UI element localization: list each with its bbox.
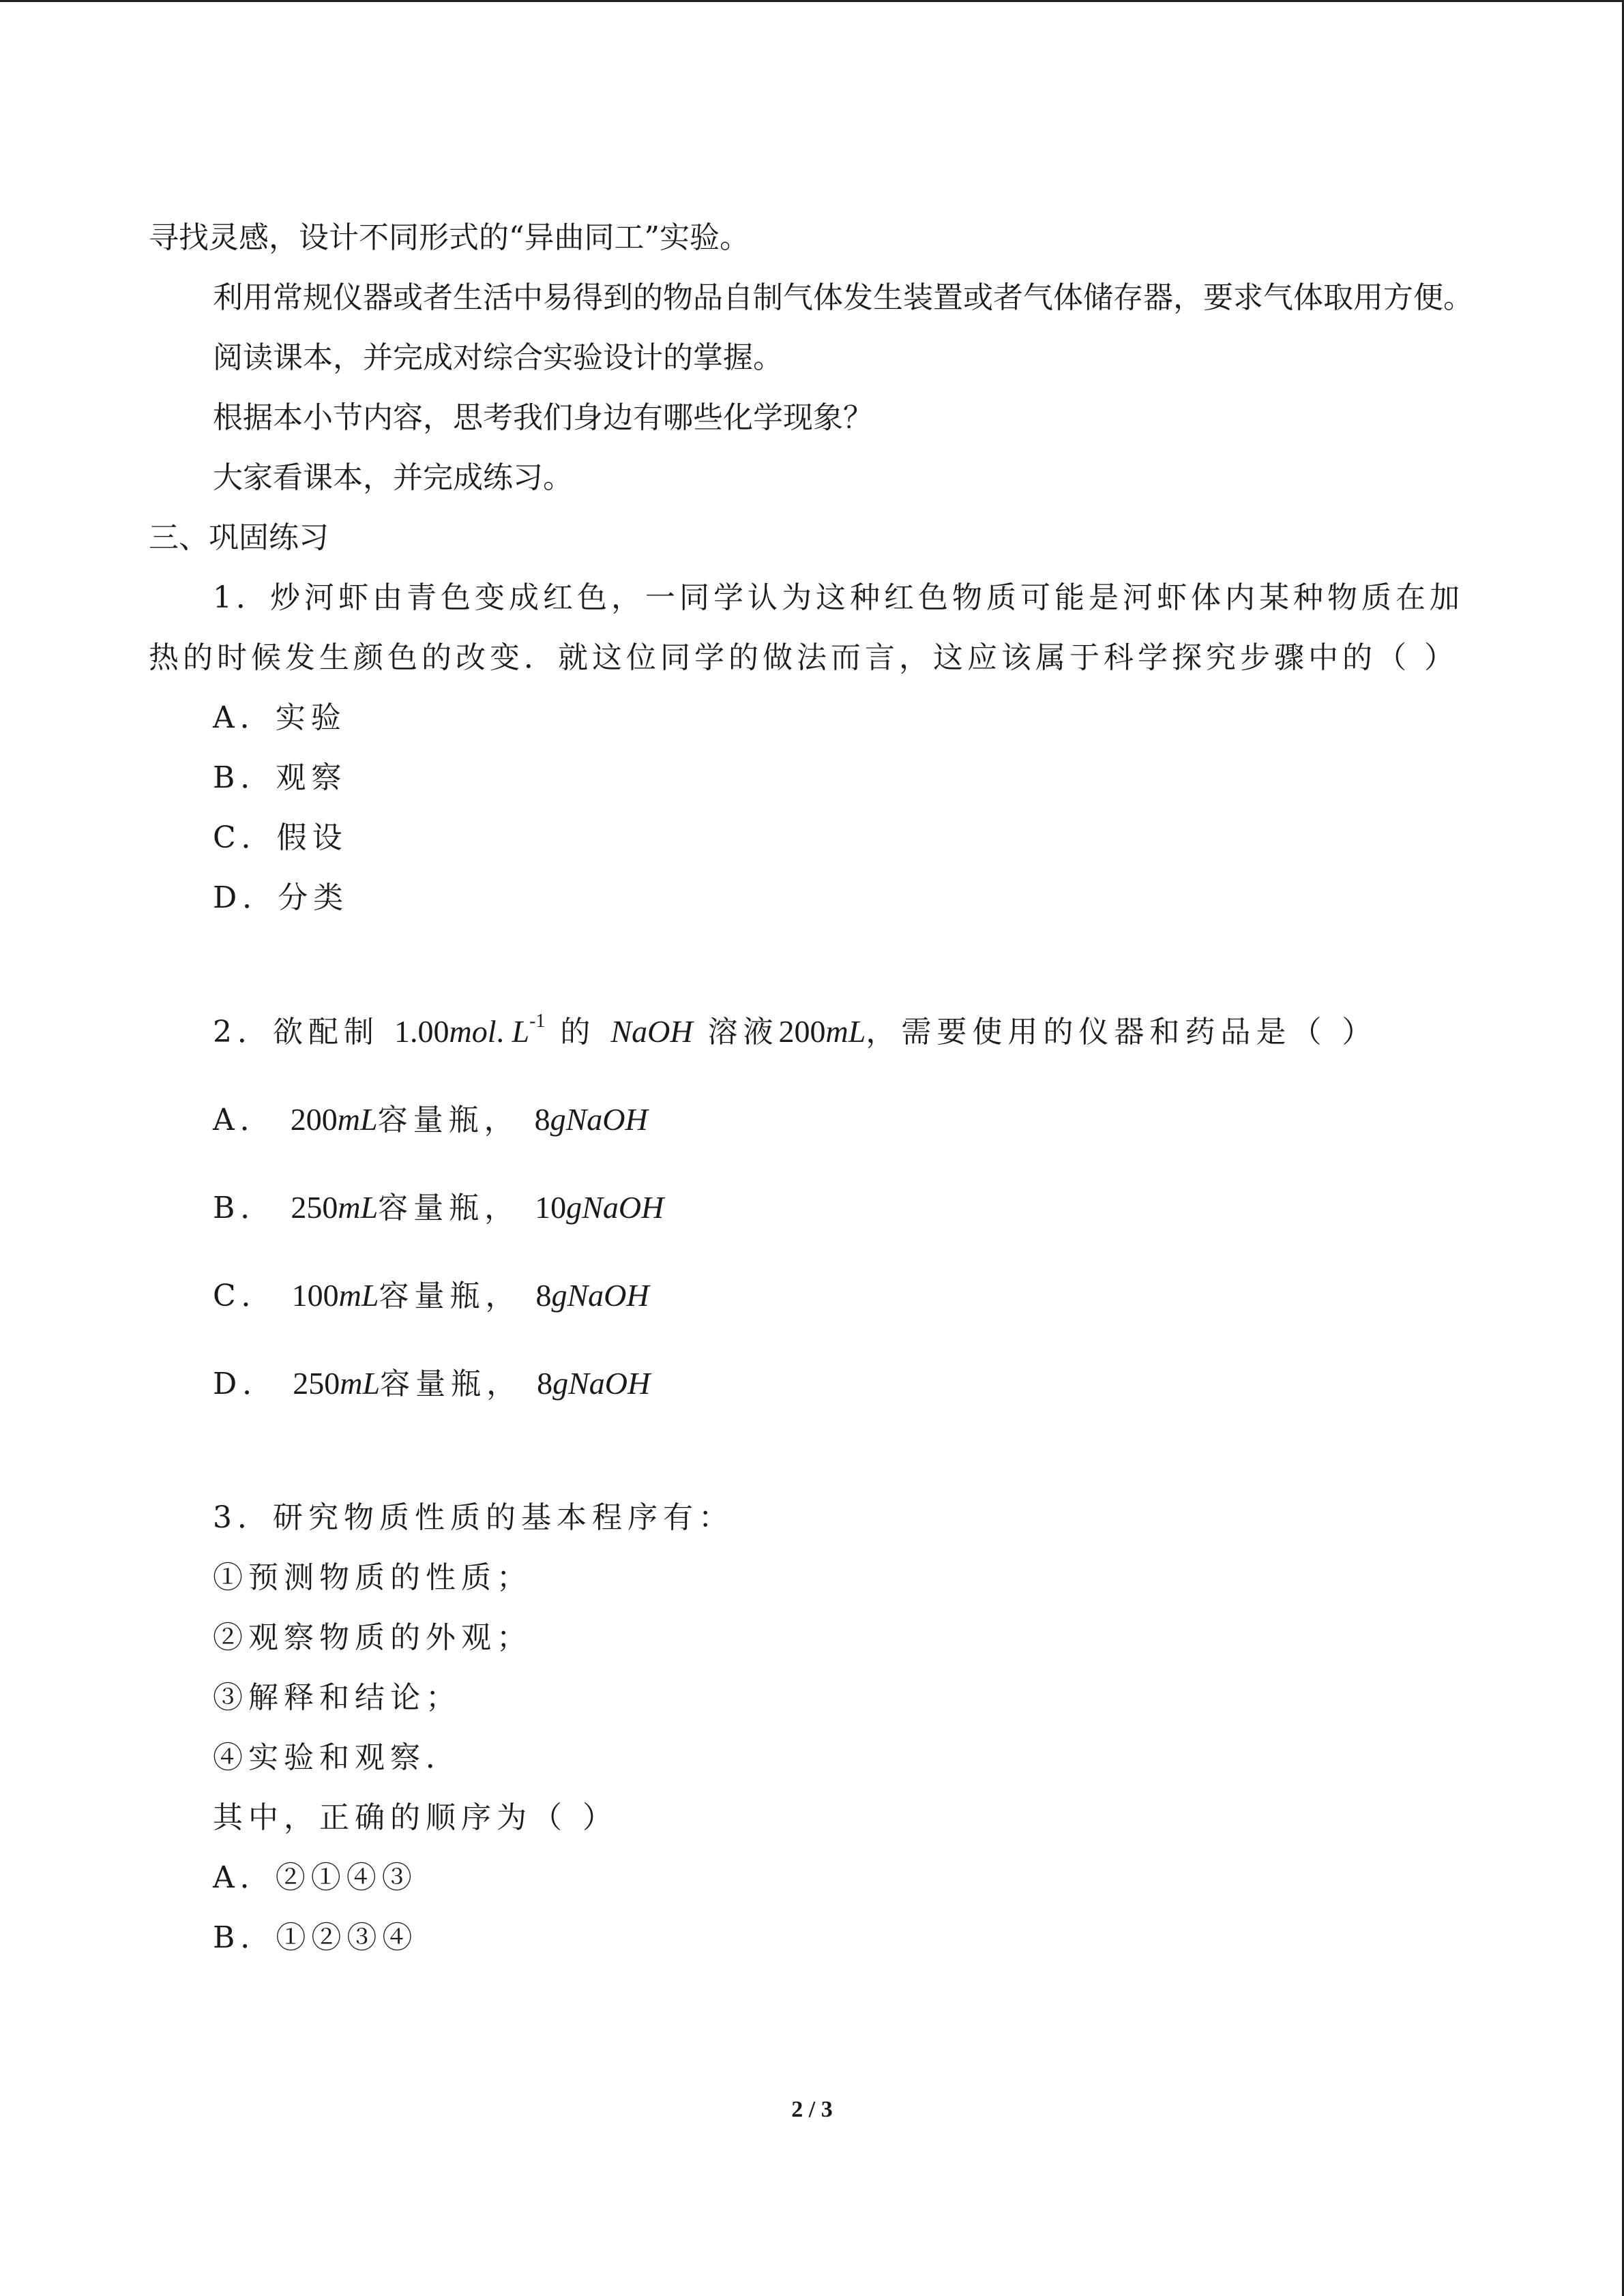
q2-volume-unit: mL	[825, 1014, 866, 1049]
q2-volume-number: 200	[778, 1014, 826, 1049]
q2-option-a-volume-unit: mL	[337, 1102, 378, 1137]
q2-option-c-volume: 100	[291, 1278, 339, 1313]
q2-option-d-letter: D．	[213, 1367, 278, 1401]
top-border	[0, 0, 1624, 2]
q2-liter: L	[512, 1014, 530, 1049]
intro-para-2: 利用常规仪器或者生活中易得到的物品自制气体发生装置或者气体储存器，要求气体取用方便。	[213, 280, 1473, 315]
q3-step-1: ①预测物质的性质；	[213, 1560, 532, 1595]
q2-option-c-letter: C．	[213, 1279, 277, 1313]
q2-option-c	[149, 1252, 1480, 1340]
q1-option-d: D．分类	[213, 880, 349, 915]
q2-option-c-mass-unit: gNaOH	[551, 1278, 649, 1313]
q2-prefix: 2．欲配制	[213, 1015, 379, 1049]
q2-stem	[149, 988, 1480, 1076]
q2-option-c-flask: 容量瓶，	[379, 1279, 521, 1313]
q3-step-4: ④实验和观察．	[213, 1740, 461, 1775]
intro-para-4: 根据本小节内容，思考我们身边有哪些化学现象？	[213, 400, 873, 435]
q2-dot: .	[496, 1014, 504, 1049]
q3-stem: 3．研究物质性质的基本程序有：	[213, 1500, 734, 1535]
intro-line-1: 寻找灵感，设计不同形式的“异曲同工”实验。	[149, 220, 750, 255]
q2-option-d-flask: 容量瓶，	[380, 1367, 522, 1401]
q2-conc-unit: mol	[449, 1014, 497, 1049]
q2-option-a-volume: 200	[290, 1102, 338, 1137]
q1-option-a: A．实验	[213, 700, 346, 735]
q2-option-c-volume-unit: mL	[338, 1278, 379, 1313]
q2-option-d-volume: 250	[293, 1366, 340, 1401]
document-page	[149, 208, 1480, 1968]
q3-step-2: ②观察物质的外观；	[213, 1620, 532, 1655]
intro-para-3: 阅读课本，并完成对综合实验设计的掌握。	[213, 340, 783, 375]
intro-para-5: 大家看课本，并完成练习。	[213, 460, 573, 495]
q2-option-c-mass: 8	[535, 1278, 552, 1313]
q2-option-b-letter: B．	[213, 1191, 276, 1225]
q2-option-b-volume: 250	[291, 1190, 338, 1225]
q3-option-b: B．①②③④	[213, 1920, 418, 1955]
section-title: 三、巩固练习	[149, 520, 329, 555]
q2-option-a-flask: 容量瓶，	[377, 1103, 520, 1137]
q2-option-b-volume-unit: mL	[338, 1190, 379, 1225]
q2-naoh: NaOH	[610, 1014, 693, 1049]
q2-option-a	[149, 1076, 1480, 1164]
q2-exponent: -1	[529, 1011, 546, 1032]
q2-option-d	[149, 1340, 1480, 1428]
q2-option-a-mass-unit: gNaOH	[550, 1102, 648, 1137]
q2-solution: 溶液	[707, 1015, 779, 1049]
q2-conc-number: 1.00	[394, 1014, 449, 1049]
q2-option-b-flask: 容量瓶，	[378, 1191, 520, 1225]
q2-option-d-mass: 8	[537, 1366, 553, 1401]
q2-option-d-mass-unit: gNaOH	[552, 1366, 651, 1401]
q2-of: 的	[560, 1015, 596, 1049]
q2-suffix: ，需要使用的仪器和药品是（ ）	[866, 1015, 1378, 1049]
q2-option-d-volume-unit: mL	[340, 1366, 381, 1401]
q2-option-a-letter: A．	[213, 1103, 276, 1137]
q1-option-b: B．观察	[213, 760, 347, 795]
q2-option-b	[149, 1164, 1480, 1252]
q1-stem: 1．炒河虾由青色变成红色，一同学认为这种红色物质可能是河虾体内某种物质在加热的时候发生颜色的改变．就这位同学的做法而言，这应该属于科学探究步骤中的（ ）	[149, 580, 1464, 675]
q1-option-c: C．假设	[213, 820, 348, 855]
q2-option-b-mass-unit: gNaOH	[566, 1190, 664, 1225]
q3-step-3: ③解释和结论；	[213, 1680, 461, 1715]
page-number: 2 / 3	[791, 2097, 833, 2122]
q3-option-a: A．②①④③	[213, 1860, 417, 1895]
q2-option-a-mass: 8	[534, 1102, 550, 1137]
q3-question: 其中，正确的顺序为（ ）	[213, 1800, 618, 1835]
q2-option-b-mass: 10	[535, 1190, 567, 1225]
